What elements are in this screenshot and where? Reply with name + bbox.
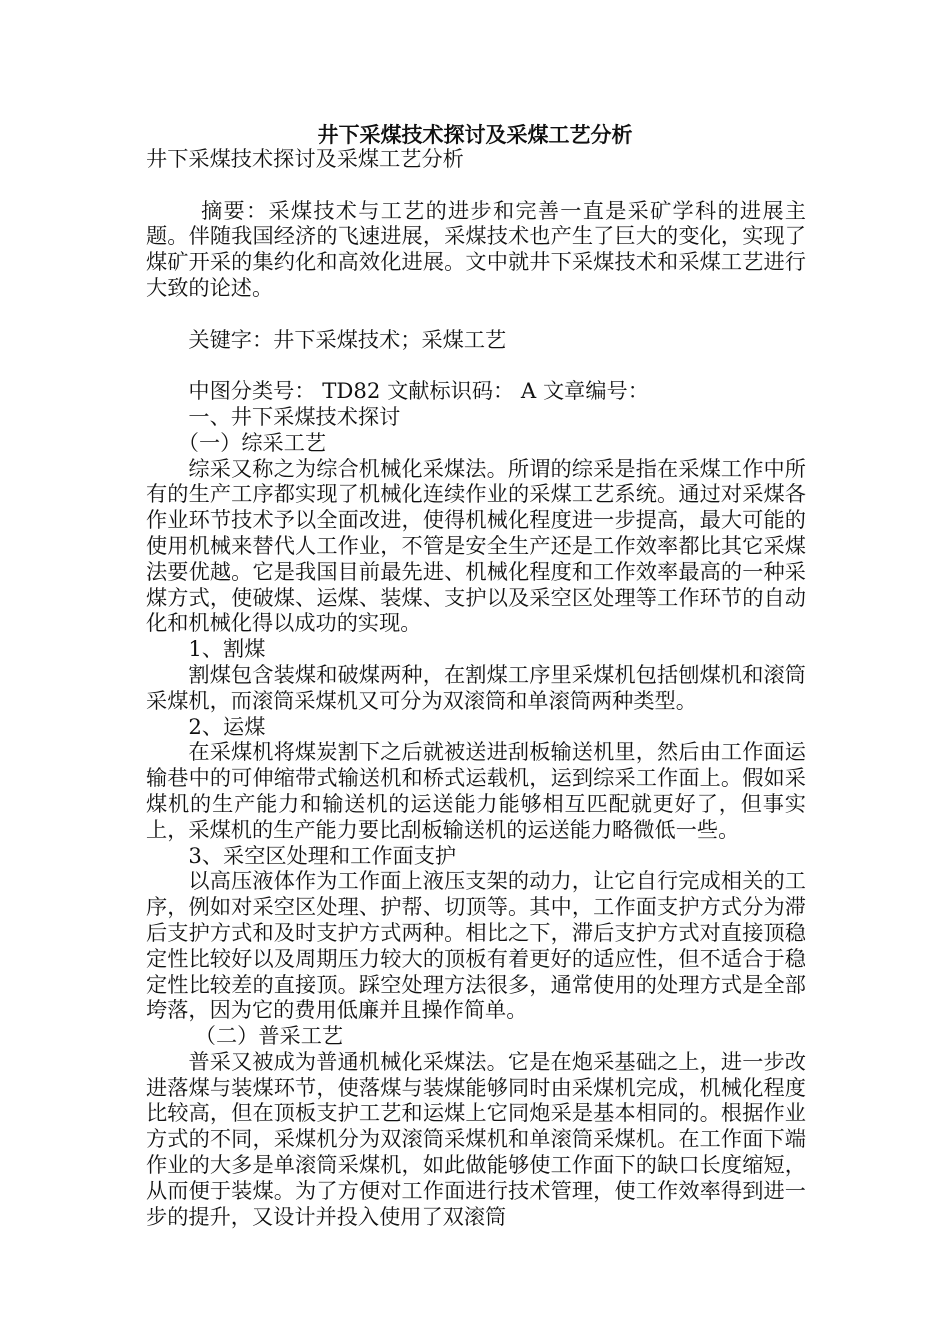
item-paragraph-2: 在采煤机将煤炭割下之后就被送进刮板输送机里，然后由工作面运输巷中的可伸缩带式输送机和桥式运载机，运到综采工作面上。假如采煤机的生产能力和输送机的运送能力能够相互匹配就更好了，但事实上，采煤机的生产能力要比刮板输送机的运送能力略微低一些。 [146,739,806,842]
spacer [146,352,806,378]
document-subtitle: 井下采煤技术探讨及采煤工艺分析 [146,146,464,171]
spacer [146,301,806,327]
keywords-line: 关键字：井下采煤技术；采煤工艺 [188,326,507,352]
section-heading-1: 一、井下采煤技术探讨 [188,403,401,429]
item-heading-3: 3、采空区处理和工作面支护 [188,842,457,868]
subsection-paragraph-1: 综采又称之为综合机械化采煤法。所谓的综采是指在采煤工作中所有的生产工序都实现了机械化连续作业的采煤工艺系统。通过对采煤各作业环节技术予以全面改进，使得机械化程度进一步提高，最大可能的使用机械来替代人工作业，不管是安全生产还是工作效率都比其它采煤法要优越。它是我国目前最先进、机械化程度和工作效率最高的一种采煤方式，使破煤、运煤、装煤、支护以及采空区处理等工作环节的自动化和机械化得以成功的实现。 [146,455,806,636]
subsection-paragraph-2: 普采又被成为普通机械化采煤法。它是在炮采基础之上，进一步改进落煤与装煤环节，使落煤与装煤能够同时由采煤机完成，机械化程度比较高，但在顶板支护工艺和运煤上它同炮采是基本相同的。根据作业方式的不同，采煤机分为双滚筒采煤机和单滚筒采煤机。在工作面下端作业的大多是单滚筒采煤机，如此做能够使工作面下的缺口长度缩短，从而便于装煤。为了方便对工作面进行技术管理，使工作效率得到进一步的提升，又设计并投入使用了双滚筒 [146,1048,806,1229]
item-heading-2: 2、运煤 [188,713,266,739]
item-heading-1: 1、割煤 [188,636,266,662]
item-paragraph-1: 割煤包含装煤和破煤两种，在割煤工序里采煤机包括刨煤机和滚筒采煤机，而滚筒采煤机又可分为双滚筒和单滚筒两种类型。 [146,661,806,713]
abstract-paragraph: 摘要：采煤技术与工艺的进步和完善一直是采矿学科的进展主题。伴随我国经济的飞速进展，采煤技术也产生了巨大的变化，实现了煤矿开采的集约化和高效化进展。文中就井下采煤技术和采煤工艺进行大致的论述。 [146,197,806,300]
spacer [146,172,806,198]
document-body [146,146,806,1229]
classification-line: 中图分类号： TD82 文献标识码： A 文章编号： [188,378,649,404]
item-paragraph-3: 以高压液体作为工作面上液压支架的动力，让它自行完成相关的工序，例如对采空区处理、护帮、切顶等。其中，工作面支护方式分为滞后支护方式和及时支护方式两种。相比之下，滞后支护方式对直接顶稳定性比较好以及周期压力较大的顶板有着更好的适应性，但不适合于稳定性比较差的直接顶。踩空处理方法很多，通常使用的处理方式是全部垮落，因为它的费用低廉并且操作简单。 [146,868,806,1023]
subsection-heading-2: （二）普采工艺 [194,1023,344,1049]
subsection-heading-1: （一）综采工艺 [177,429,327,455]
document-title: 井下采煤技术探讨及采煤工艺分析 [317,122,633,147]
